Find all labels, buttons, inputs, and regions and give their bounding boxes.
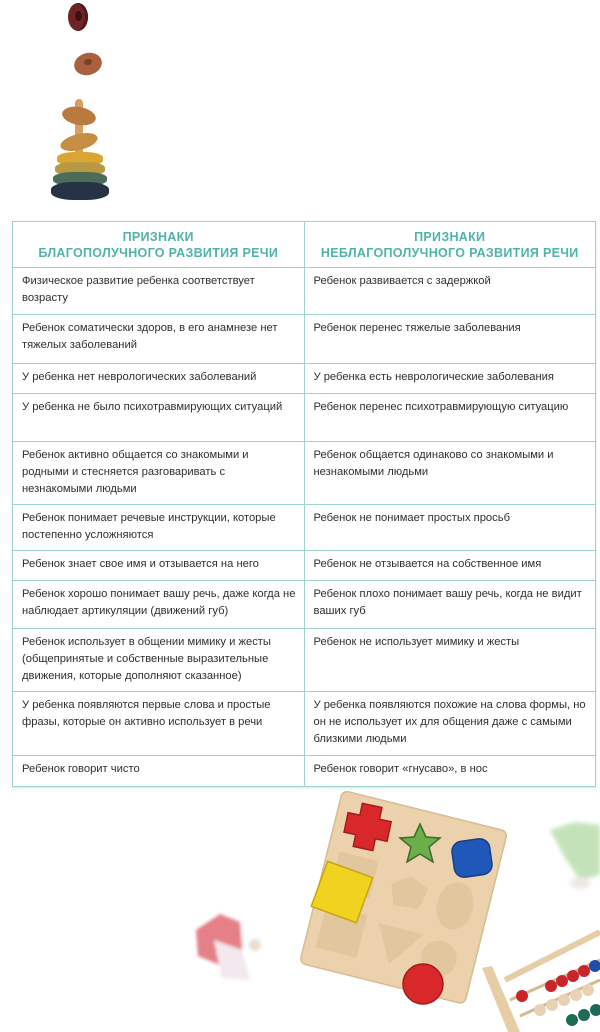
favorable-cell: У ребенка появляются первые слова и простые фразы, которые он активно использует в речи [13, 692, 304, 756]
blue-piece-icon [451, 838, 494, 879]
unfavorable-cell: Ребенок говорит «гнусаво», в нос [304, 756, 595, 786]
table-row [13, 629, 595, 692]
header-favorable-signs: ПРИЗНАКИ БЛАГОПОЛУЧНОГО РАЗВИТИЯ РЕЧИ [13, 222, 304, 268]
favorable-cell: Ребенок знает свое имя и отзывается на него [13, 551, 304, 581]
table-row [13, 268, 595, 315]
pink-block-icon [196, 914, 261, 980]
favorable-cell: У ребенка не было психотравмирующих ситуаций [13, 394, 304, 442]
favorable-cell: Ребенок понимает речевые инструкции, которые постепенно усложняются [13, 505, 304, 551]
toys-illustration [180, 780, 600, 1032]
unfavorable-cell: Ребенок плохо понимает вашу речь, когда не видит ваших губ [304, 581, 595, 629]
unfavorable-cell: Ребенок не понимает простых просьб [304, 505, 595, 551]
speech-development-signs-table [12, 221, 596, 787]
unfavorable-cell: У ребенка есть неврологические заболевания [304, 364, 595, 394]
favorable-cell: Ребенок хорошо понимает вашу речь, даже когда не наблюдает артикуляции (движений губ) [13, 581, 304, 629]
favorable-cell: Ребенок использует в общении мимику и жесты (общепринятые и собственные выразительные движения, которые дополняют сказанное) [13, 629, 304, 692]
favorable-cell: Ребенок соматически здоров, в его анамнезе нет тяжелых заболеваний [13, 315, 304, 364]
unfavorable-cell: У ребенка появляются похожие на слова формы, но он не использует их для общения даже с самыми близкими людьми [304, 692, 595, 756]
stacking-pyramid-illustration [50, 0, 130, 205]
favorable-cell: У ребенка нет неврологических заболеваний [13, 364, 304, 394]
abacus-icon [482, 932, 600, 1032]
unfavorable-cell: Ребенок перенес тяжелые заболевания [304, 315, 595, 364]
table-row [13, 551, 595, 581]
table-row [13, 315, 595, 364]
red-circle-piece-icon [403, 964, 443, 1004]
table-row [13, 505, 595, 551]
unfavorable-cell: Ребенок общается одинаково со знакомыми и незнакомыми людьми [304, 442, 595, 505]
table-row [13, 442, 595, 505]
table-row [13, 394, 595, 442]
unfavorable-cell: Ребенок перенес психотравмирующую ситуацию [304, 394, 595, 442]
favorable-cell: Физическое развитие ребенка соответствует возрасту [13, 268, 304, 315]
unfavorable-cell: Ребенок не использует мимику и жесты [304, 629, 595, 692]
table-row [13, 364, 595, 394]
table-header-row [13, 222, 595, 268]
header-unfavorable-signs: ПРИЗНАКИ НЕБЛАГОПОЛУЧНОГО РАЗВИТИЯ РЕЧИ [304, 222, 595, 268]
unfavorable-cell: Ребенок развивается с задержкой [304, 268, 595, 315]
table-row [13, 692, 595, 756]
favorable-cell: Ребенок активно общается со знакомыми и родными и стесняется разговаривать с незнакомыми людьми [13, 442, 304, 505]
unfavorable-cell: Ребенок не отзывается на собственное имя [304, 551, 595, 581]
table-row [13, 581, 595, 629]
green-toy-icon [550, 822, 600, 889]
favorable-cell: Ребенок говорит чисто [13, 756, 304, 786]
